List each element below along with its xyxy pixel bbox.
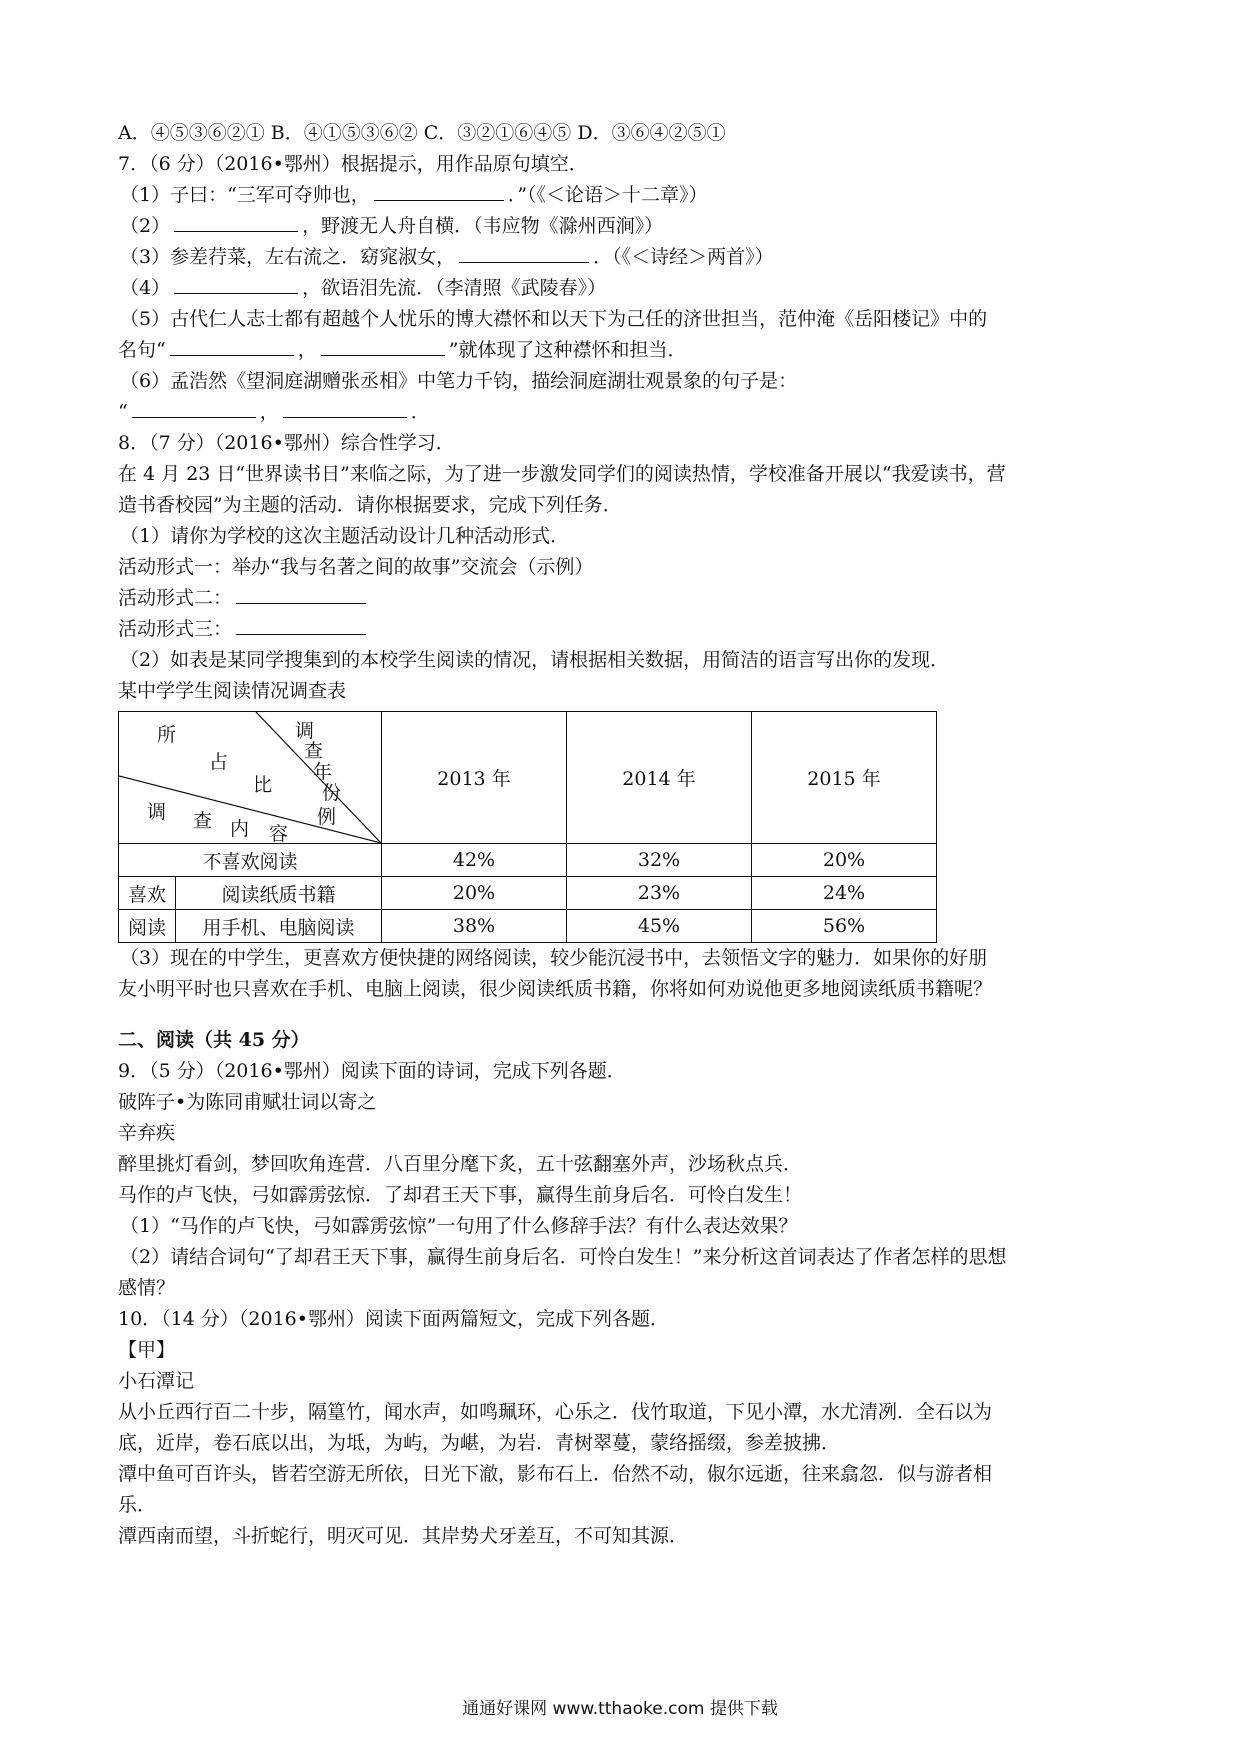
answer-blank[interactable] — [132, 399, 256, 418]
q9-title: 9．（5 分）（2016•鄂州）阅读下面的诗词，完成下列各题． — [118, 1060, 626, 1082]
survey-table — [118, 711, 937, 943]
q7-item-5-comma: ， — [297, 339, 317, 361]
answer-blank[interactable] — [174, 213, 298, 232]
q7-item-4-text: ，欲语泪先流．（李清照《武陵春》） — [302, 277, 607, 299]
q7-item-1-source: ．”（《＜论语＞十二章》） — [507, 184, 708, 206]
q7-item-6-cont — [118, 397, 1138, 428]
poem-author: 辛弃疾 — [118, 1122, 176, 1144]
q7-item-2 — [118, 211, 1138, 242]
diagonal-header-cell — [119, 712, 382, 844]
diag-char: 调 — [147, 801, 167, 823]
q7-item-4 — [118, 273, 1138, 304]
diag-char: 占 — [209, 751, 229, 773]
q7-item-5-cont — [118, 335, 1138, 366]
answer-blank[interactable] — [321, 337, 445, 356]
q9-sub-2: （2）请结合词句“了却君王天下事，赢得生前身后名．可怜白发生！”来分析这首词表达了作者怎样的思想 — [120, 1246, 1007, 1268]
diag-char: 例 — [317, 806, 337, 828]
answer-blank[interactable] — [170, 337, 294, 356]
section-heading: 二、阅读（共 45 分） — [118, 1029, 310, 1051]
q8-sub-3: （3）现在的中学生，更喜欢方便快捷的网络阅读，较少能沉浸书中，去领悟文字的魅力．如果你的好朋 — [120, 947, 988, 969]
table-row — [119, 910, 937, 943]
year-header: 2014 年 — [567, 712, 752, 844]
q8-form-1: 活动形式一：举办“我与名著之间的故事”交流会（示例） — [118, 556, 594, 578]
q8-form-3-label: 活动形式三： — [118, 618, 233, 640]
row-label: 阅读纸质书籍 — [176, 877, 382, 910]
passage-line: 底，近岸，卷石底以出，为坻，为屿，为嵁，为岩．青树翠蔓，蒙络摇缀，参差披拂． — [118, 1432, 841, 1454]
q8-paragraph: 在 4 月 23 日“世界读书日”来临之际，为了进一步激发同学们的阅读热情，学校准备开展以“我爱读书，营 — [118, 463, 1006, 485]
q8-paragraph: 造书香校园”为主题的活动．请你根据要求，完成下列任务． — [118, 494, 622, 516]
diag-char: 调 — [295, 720, 315, 742]
q8-sub-3-cont: 友小明平时也只喜欢在手机、电脑上阅读，很少阅读纸质书籍，你将如何劝说他更多地阅读纸质书籍呢？ — [118, 978, 993, 1000]
poem-verse: 马作的卢飞快，弓如霹雳弦惊．了却君王天下事，赢得生前身后名．可怜白发生！ — [118, 1184, 803, 1206]
q7-item-4-number: （4） — [120, 277, 171, 299]
q7-item-2-text: ，野渡无人舟自横．（韦应物《滁州西涧》） — [302, 215, 664, 237]
q8-sub-2: （2）如表是某同学搜集到的本校学生阅读的情况，请根据相关数据，用简洁的语言写出你的发现． — [120, 649, 950, 671]
table-cell: 45% — [567, 910, 752, 943]
passage-title: 小石潭记 — [118, 1370, 195, 1392]
q10-title: 10．（14 分）（2016•鄂州）阅读下面两篇短文，完成下列各题． — [118, 1308, 669, 1330]
table-cell: 20% — [382, 877, 567, 910]
diag-char: 比 — [253, 774, 273, 796]
table-row — [119, 844, 937, 877]
year-header: 2013 年 — [382, 712, 567, 844]
q7-item-5-lead: 名句“ — [118, 339, 166, 361]
table-cell: 42% — [382, 844, 567, 877]
passage-marker: 【甲】 — [118, 1339, 176, 1361]
answer-blank[interactable] — [374, 182, 504, 201]
answer-blank[interactable] — [459, 244, 589, 263]
diag-char: 份 — [322, 782, 342, 804]
q7-item-5-tail: ”就体现了这种襟怀和担当． — [448, 339, 687, 361]
table-cell: 32% — [567, 844, 752, 877]
q8-form-2 — [118, 583, 1138, 614]
diag-char: 年 — [313, 761, 333, 783]
q6-options: A．④⑤③⑥②① B．④①⑤③⑥② C．③②①⑥④⑤ D．③⑥④②⑤① — [118, 122, 726, 144]
diag-char: 查 — [193, 810, 213, 832]
answer-blank[interactable] — [174, 275, 298, 294]
row-label: 不喜欢阅读 — [119, 844, 382, 877]
table-header-row — [119, 712, 937, 844]
q7-item-6-lead: “ — [118, 401, 128, 423]
diag-char: 查 — [304, 740, 324, 762]
q7-item-1 — [118, 180, 1138, 211]
q7-item-6: （6）孟浩然《望洞庭湖赠张丞相》中笔力千钧，描绘洞庭湖壮观景象的句子是： — [120, 370, 798, 392]
table-cell: 56% — [752, 910, 937, 943]
table-cell: 38% — [382, 910, 567, 943]
q7-item-5: （5）古代仁人志士都有超越个人忧乐的博大襟怀和以天下为己任的济世担当，范仲淹《岳阳楼记》中的 — [120, 308, 988, 330]
poem-title: 破阵子•为陈同甫赋壮词以寄之 — [118, 1091, 377, 1113]
q7-item-6-comma: ， — [259, 401, 279, 423]
q7-item-3-text: （3）参差荇菜，左右流之．窈窕淑女， — [120, 246, 456, 268]
page-footer: 通通好课网 www.tthaoke.com 提供下载 — [462, 1699, 778, 1719]
passage-line: 潭中鱼可百许头，皆若空游无所依，日光下澈，影布石上．佁然不动，俶尔远逝，往来翕忽．似与游者相 — [118, 1463, 993, 1485]
q9-sub-1: （1）“马作的卢飞快，弓如霹雳弦惊”一句用了什么修辞手法？有什么表达效果？ — [120, 1215, 798, 1237]
answer-blank[interactable] — [283, 399, 407, 418]
poem-verse: 醉里挑灯看剑，梦回吹角连营．八百里分麾下炙，五十弦翻塞外声，沙场秋点兵． — [118, 1153, 803, 1175]
q8-form-3 — [118, 614, 1138, 645]
q7-item-3-source: ．（《＜诗经＞两首》） — [593, 246, 774, 268]
q9-sub-2-cont: 感情？ — [118, 1277, 176, 1299]
answer-blank[interactable] — [236, 616, 366, 635]
q8-title: 8．（7 分）（2016•鄂州）综合性学习． — [118, 432, 455, 454]
passage-line: 从小丘西行百二十步，隔篁竹，闻水声，如鸣珮环，心乐之．伐竹取道，下见小潭，水尤清冽．全石以为 — [118, 1401, 993, 1423]
q7-title: 7．（6 分）（2016•鄂州）根据提示，用作品原句填空． — [118, 153, 588, 175]
group-label: 喜欢 — [119, 877, 176, 910]
year-header: 2015 年 — [752, 712, 937, 844]
q7-item-1-text: （1）子曰：“三军可夺帅也， — [120, 184, 370, 206]
q8-form-2-label: 活动形式二： — [118, 587, 233, 609]
table-title: 某中学学生阅读情况调查表 — [118, 680, 347, 702]
q7-item-3 — [118, 242, 1138, 273]
q7-item-2-number: （2） — [120, 215, 171, 237]
passage-line: 乐． — [118, 1494, 157, 1516]
diag-char: 内 — [230, 818, 250, 840]
table-cell: 24% — [752, 877, 937, 910]
group-label: 阅读 — [119, 910, 176, 943]
answer-blank[interactable] — [236, 585, 366, 604]
q7-item-6-tail: ． — [410, 401, 430, 423]
table-row — [119, 877, 937, 910]
table-cell: 20% — [752, 844, 937, 877]
table-cell: 23% — [567, 877, 752, 910]
diag-char: 容 — [269, 823, 289, 845]
q8-sub-1: （1）请你为学校的这次主题活动设计几种活动形式． — [120, 525, 570, 547]
diag-char: 所 — [157, 724, 177, 746]
passage-line: 潭西南而望，斗折蛇行，明灭可见．其岸势犬牙差互，不可知其源． — [118, 1525, 689, 1547]
row-label: 用手机、电脑阅读 — [176, 910, 382, 943]
exam-page — [118, 118, 1138, 1552]
